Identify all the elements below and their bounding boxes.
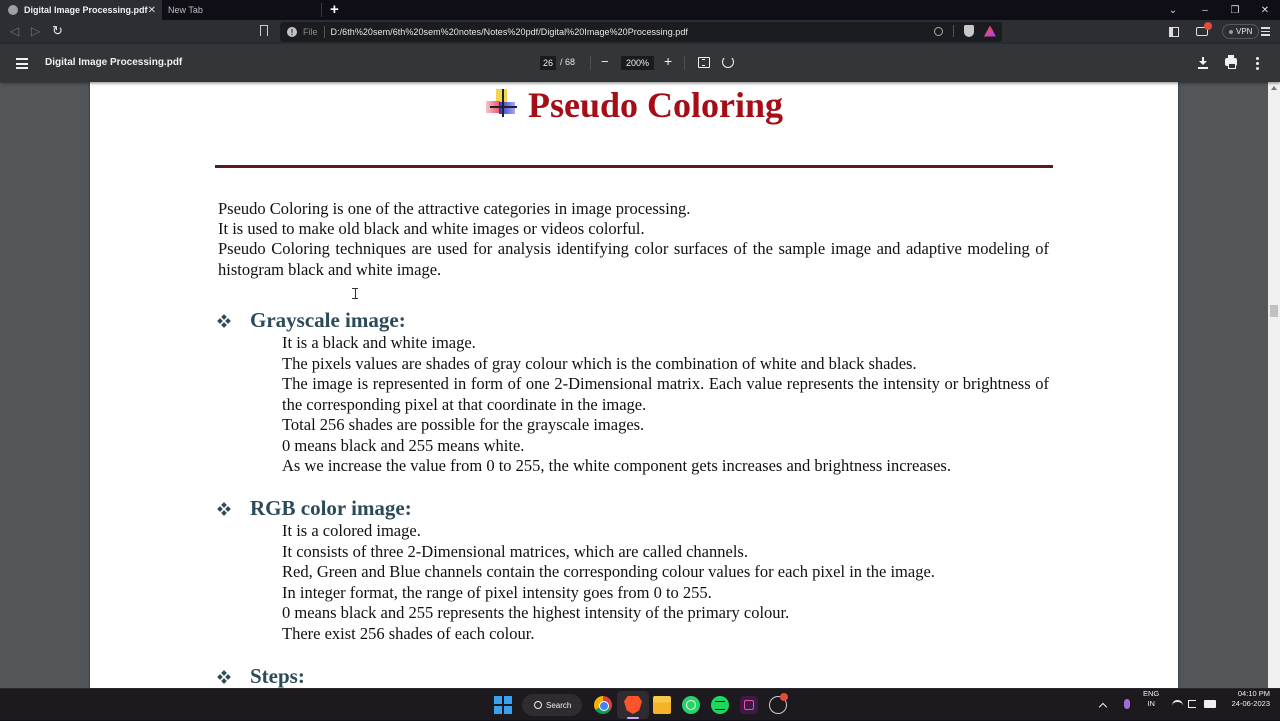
- zoom-out-button[interactable]: −: [601, 54, 609, 69]
- print-icon[interactable]: [1225, 58, 1237, 66]
- sidebar-toggle-icon[interactable]: [1169, 27, 1179, 37]
- restore-button[interactable]: ❐: [1230, 4, 1240, 16]
- language-line-1: ENG: [1143, 689, 1160, 698]
- download-icon[interactable]: [1198, 57, 1208, 69]
- diamond-bullet-icon: [218, 671, 230, 683]
- vpn-status-dot: [1229, 30, 1233, 34]
- divider: [953, 25, 954, 37]
- heading-rule: [215, 165, 1053, 168]
- pdf-page: [90, 82, 1178, 688]
- zoom-in-button[interactable]: +: [664, 53, 673, 69]
- body-line: As we increase the value from 0 to 255, the white component gets increases and brightness increases.: [282, 456, 951, 475]
- section-body-rgb: [282, 521, 1049, 644]
- tab-title: New Tab: [168, 5, 203, 15]
- file-explorer-icon[interactable]: [653, 696, 671, 714]
- start-icon[interactable]: [494, 696, 512, 714]
- section-heading-steps: [218, 664, 305, 689]
- wallet-icon[interactable]: [1196, 27, 1208, 36]
- body-line: 0 means black and 255 represents the highest intensity of the primary colour.: [282, 603, 790, 622]
- section-body-grayscale: [282, 333, 1049, 477]
- spotify-icon[interactable]: [711, 696, 729, 714]
- zoom-level-input[interactable]: 200%: [621, 56, 654, 70]
- tab-strip: [0, 0, 1280, 20]
- diamond-bullet-icon: [218, 315, 230, 327]
- body-line: The pixels values are shades of gray colour which is the combination of white and black shades.: [282, 353, 917, 373]
- volume-icon[interactable]: [1188, 700, 1196, 708]
- divider: [684, 56, 685, 70]
- whatsapp-icon[interactable]: [682, 696, 700, 714]
- scheme-label: File: [303, 27, 318, 37]
- pdf-toolbar: [0, 44, 1280, 82]
- intro-line: It is used to make old black and white images or videos colorful.: [218, 219, 645, 238]
- section-title: Grayscale image:: [250, 308, 406, 332]
- section-heading-rgb: [218, 496, 412, 521]
- scroll-up-arrow-icon[interactable]: [1271, 86, 1277, 90]
- forward-button[interactable]: ▷: [31, 24, 41, 38]
- tab-divider: [321, 3, 322, 17]
- notification-badge: [990, 23, 998, 31]
- taskbar-search[interactable]: [522, 694, 582, 716]
- clock[interactable]: [1224, 689, 1270, 721]
- new-tab-button[interactable]: +: [330, 1, 339, 18]
- page-heading: Pseudo Coloring: [528, 85, 784, 125]
- body-line: Total 256 shades are possible for the grayscale images.: [282, 415, 645, 434]
- pdf-title: Digital Image Processing.pdf: [45, 57, 183, 68]
- section-title: RGB color image:: [250, 496, 412, 520]
- media-app-icon[interactable]: [740, 696, 758, 714]
- page-total: / 68: [560, 57, 576, 67]
- notification-badge: [780, 693, 788, 701]
- tab-new-tab[interactable]: [162, 0, 322, 20]
- vertical-scrollbar[interactable]: [1268, 82, 1280, 688]
- tab-title: Digital Image Processing.pdf: [24, 5, 148, 15]
- info-icon[interactable]: !: [287, 27, 297, 37]
- zoom-icon[interactable]: [934, 27, 943, 36]
- section-heading-grayscale: [218, 308, 406, 333]
- windows-taskbar: [0, 688, 1280, 720]
- active-app-indicator: [627, 717, 639, 719]
- body-line: In integer format, the range of pixel intensity goes from 0 to 255.: [282, 582, 712, 602]
- body-line: 0 means black and 255 means white.: [282, 435, 525, 455]
- outline-menu-icon[interactable]: [16, 58, 28, 69]
- microphone-icon[interactable]: [1124, 699, 1130, 709]
- fit-to-page-icon[interactable]: [698, 57, 710, 68]
- notification-badge: [1204, 22, 1212, 30]
- body-line: Red, Green and Blue channels contain the corresponding colour values for each pixel in the image.: [282, 562, 935, 581]
- browser-menu-icon[interactable]: [1261, 27, 1270, 36]
- tab-search-button[interactable]: ⌄: [1168, 4, 1178, 16]
- body-line: There exist 256 shades of each colour.: [282, 623, 535, 643]
- diamond-bullet-icon: [218, 503, 230, 515]
- url-text[interactable]: D:/6th%20sem/6th%20sem%20notes/Notes%20pdf/Digital%20Image%20Processing.pdf: [330, 27, 688, 37]
- divider: [590, 56, 591, 70]
- browser-toolbar: [0, 20, 1280, 44]
- body-line: It is a colored image.: [282, 521, 421, 540]
- bookmark-icon[interactable]: [260, 25, 268, 36]
- crosshair-decoration-icon: [486, 89, 520, 119]
- language-line-2: IN: [1147, 699, 1155, 708]
- intro-line: Pseudo Coloring is one of the attractive categories in image processing.: [218, 199, 691, 218]
- time: 04:10 PM: [1237, 689, 1270, 698]
- body-line: It consists of three 2-Dimensional matrices, which are called channels.: [282, 541, 748, 561]
- rotate-icon[interactable]: [722, 56, 734, 68]
- vpn-label: VPN: [1236, 27, 1253, 36]
- search-icon: [534, 701, 542, 709]
- section-title: Steps:: [250, 664, 305, 688]
- close-tab-icon[interactable]: ✕: [147, 4, 156, 16]
- intro-line: Pseudo Coloring techniques are used for analysis identifying color surfaces of the sample image and adaptive modeling of histogram black and white image.: [218, 239, 1049, 279]
- close-window-button[interactable]: ✕: [1260, 4, 1270, 16]
- brave-shields-icon[interactable]: [964, 25, 974, 37]
- date: 24-06-2023: [1231, 699, 1270, 708]
- app-icon[interactable]: [769, 696, 787, 714]
- battery-icon[interactable]: [1204, 700, 1216, 708]
- scroll-thumb[interactable]: [1270, 305, 1278, 317]
- address-bar[interactable]: [280, 22, 1002, 42]
- back-button[interactable]: ◁: [10, 24, 20, 38]
- tab-digital-image-processing[interactable]: [0, 0, 162, 20]
- body-line: It is a black and white image.: [282, 333, 476, 352]
- brave-rewards-icon[interactable]: [984, 26, 996, 37]
- minimize-button[interactable]: –: [1202, 4, 1208, 16]
- show-hidden-icons-chevron-icon[interactable]: [1100, 689, 1110, 721]
- language-indicator[interactable]: [1143, 689, 1159, 721]
- text-cursor-icon: [352, 288, 358, 299]
- reload-button[interactable]: ↻: [52, 23, 63, 38]
- globe-icon: [8, 5, 18, 15]
- wifi-icon[interactable]: [1172, 700, 1183, 708]
- page-number-input[interactable]: 26: [540, 56, 556, 70]
- search-label: Search: [546, 700, 572, 710]
- pdf-viewport: [0, 82, 1280, 688]
- chrome-icon[interactable]: [594, 696, 612, 714]
- vpn-button[interactable]: [1222, 24, 1259, 39]
- body-line: The image is represented in form of one 2-Dimensional matrix. Each value represents the intensity or brightness of the corresponding pixel at that coordinate in the image.: [282, 374, 1049, 414]
- divider: [324, 26, 325, 38]
- more-options-icon[interactable]: [1256, 57, 1259, 70]
